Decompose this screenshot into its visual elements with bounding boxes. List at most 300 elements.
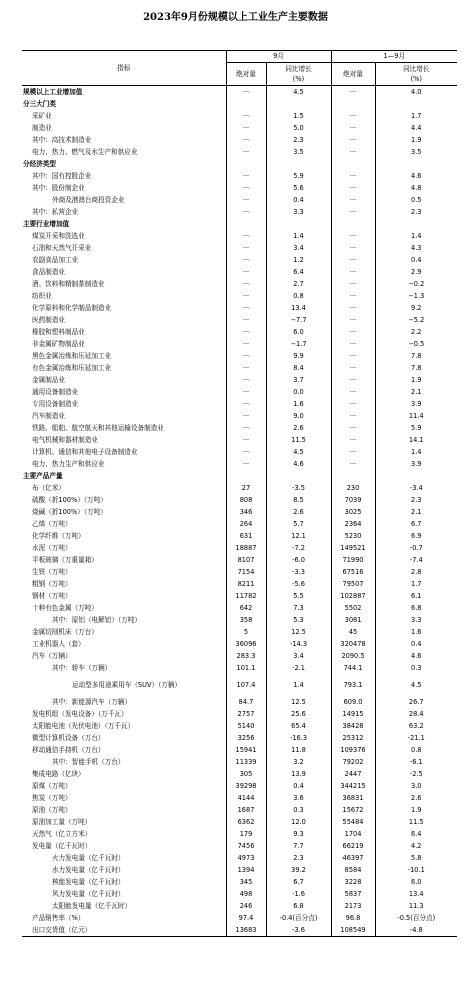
row-label: 火力发电量（亿千瓦时） (22, 852, 226, 864)
table-row (22, 146, 457, 158)
cell-sep-absolute: 1687 (226, 804, 266, 816)
cell-ytd-yoy: 0.4 (411, 639, 422, 648)
cell-ytd-yoy: −0.2 (408, 279, 425, 288)
table-row (22, 134, 457, 146)
cell-sep-absolute: 15941 (226, 744, 266, 756)
table-row (22, 708, 457, 720)
cell-ytd-absolute (331, 158, 375, 170)
cell-ytd-yoy: 2.3 (411, 495, 422, 504)
table-row (22, 506, 457, 518)
table-row (22, 674, 457, 696)
table-row (22, 888, 457, 900)
row-label: 电气机械和器材制造业 (22, 434, 226, 446)
cell-ytd-yoy: 0.5 (411, 195, 422, 204)
cell-ytd-yoy: -0.7 (409, 543, 423, 552)
row-label: 发电量（亿千瓦时） (22, 840, 226, 852)
table-row (22, 410, 457, 422)
cell-sep-absolute: ··· (226, 362, 266, 374)
cell-sep-yoy: 9.3 (266, 828, 331, 840)
cell-ytd-yoy: 3.3 (411, 615, 422, 624)
table-row (22, 122, 457, 134)
cell-sep-absolute: 4144 (226, 792, 266, 804)
row-label: 发电机组（发电设备）（万千瓦） (22, 708, 226, 720)
row-label: 出口交货值（亿元） (22, 924, 226, 936)
cell-sep-yoy: -16.3 (266, 732, 331, 744)
cell-sep-absolute: 8211 (226, 578, 266, 590)
cell-sep-yoy: 8.5 (266, 494, 331, 506)
cell-ytd-yoy: 4.4 (411, 123, 422, 132)
cell-sep-absolute: 642 (226, 602, 266, 614)
cell-ytd-absolute: ··· (331, 266, 375, 278)
table-bottom-rule (22, 936, 457, 937)
row-label: 金属切削机床（万台） (22, 626, 226, 638)
cell-sep-absolute: ··· (226, 122, 266, 134)
cell-sep-yoy: 4.5 (266, 86, 331, 99)
row-label: 其中：国有控股企业 (22, 170, 226, 182)
cell-ytd-yoy: 4.2 (411, 841, 422, 850)
cell-sep-yoy: 12.1 (266, 530, 331, 542)
cell-sep-yoy: 25.6 (266, 708, 331, 720)
cell-sep-absolute: ··· (226, 398, 266, 410)
table-row (22, 566, 457, 578)
table-row (22, 602, 457, 614)
row-label: 采矿业 (22, 110, 226, 122)
cell-sep-absolute: 246 (226, 900, 266, 912)
cell-sep-yoy: −7.7 (266, 314, 331, 326)
cell-sep-absolute: ··· (226, 110, 266, 122)
cell-sep-absolute: 1394 (226, 864, 266, 876)
table-row (22, 422, 457, 434)
cell-sep-yoy: 11.5 (266, 434, 331, 446)
cell-sep-absolute: 808 (226, 494, 266, 506)
cell-ytd-absolute: 793.1 (331, 674, 375, 696)
row-label: 原油加工量（万吨） (22, 816, 226, 828)
cell-ytd-yoy: 0.8 (411, 745, 422, 754)
cell-ytd-absolute: 102887 (331, 590, 375, 602)
table-row (22, 744, 457, 756)
cell-sep-absolute: 11339 (226, 756, 266, 768)
cell-sep-yoy: 0.4 (266, 780, 331, 792)
cell-sep-absolute (226, 218, 266, 230)
cell-ytd-absolute: ··· (331, 110, 375, 122)
cell-sep-yoy: -7.2 (266, 542, 331, 554)
row-label: 分三大门类 (22, 98, 226, 110)
row-label: 医药制造业 (22, 314, 226, 326)
row-label: 粗钢（万吨） (22, 578, 226, 590)
table-row (22, 290, 457, 302)
cell-ytd-yoy: 6.0 (411, 877, 422, 886)
cell-sep-absolute: 345 (226, 876, 266, 888)
cell-sep-absolute: ··· (226, 350, 266, 362)
cell-ytd-absolute: ··· (331, 206, 375, 218)
cell-ytd-yoy: -21.1 (407, 733, 425, 742)
cell-ytd-absolute: 108549 (331, 924, 375, 936)
row-label: 非金属矿物制品业 (22, 338, 226, 350)
cell-ytd-absolute: 2364 (331, 518, 375, 530)
cell-sep-absolute: ··· (226, 254, 266, 266)
cell-sep-yoy: 6.8 (266, 900, 331, 912)
cell-sep-yoy: -14.3 (266, 638, 331, 650)
row-label: 钢材（万吨） (22, 590, 226, 602)
table-row (22, 780, 457, 792)
cell-ytd-yoy: 4.8 (411, 183, 422, 192)
cell-sep-yoy: -3.6 (266, 924, 331, 936)
cell-sep-yoy: 13.4 (266, 302, 331, 314)
row-label: 太阳能发电量（亿千瓦时） (22, 900, 226, 912)
cell-ytd-absolute: 14915 (331, 708, 375, 720)
cell-ytd-absolute: ··· (331, 278, 375, 290)
cell-ytd-yoy: -7.4 (409, 555, 423, 564)
row-label: 集成电路（亿块） (22, 768, 226, 780)
row-label: 金属制品业 (22, 374, 226, 386)
cell-ytd-absolute: 7039 (331, 494, 375, 506)
cell-sep-yoy: 2.7 (266, 278, 331, 290)
row-label: 食品制造业 (22, 266, 226, 278)
cell-ytd-yoy: 3.5 (411, 147, 422, 156)
row-label: 十种有色金属（万吨） (22, 602, 226, 614)
cell-sep-absolute: ··· (226, 374, 266, 386)
header-september: 9月 (226, 51, 331, 63)
row-label: 农副食品加工业 (22, 254, 226, 266)
cell-sep-yoy: 6.7 (266, 876, 331, 888)
table-row (22, 254, 457, 266)
cell-ytd-absolute: 5837 (331, 888, 375, 900)
table-row (22, 458, 457, 470)
table-row (22, 614, 457, 626)
cell-sep-yoy: 3.3 (266, 206, 331, 218)
cell-ytd-yoy: -3.4 (409, 483, 423, 492)
cell-ytd-absolute: 2173 (331, 900, 375, 912)
cell-ytd-yoy: 63.2 (408, 721, 424, 730)
cell-ytd-yoy: 6.9 (411, 531, 422, 540)
cell-ytd-absolute: 109376 (331, 744, 375, 756)
cell-sep-yoy: -3.5 (266, 482, 331, 494)
cell-ytd-absolute: ··· (331, 374, 375, 386)
cell-ytd-absolute: ··· (331, 254, 375, 266)
cell-sep-yoy: 1.6 (266, 398, 331, 410)
cell-sep-yoy: 0.8 (266, 290, 331, 302)
cell-sep-absolute: 346 (226, 506, 266, 518)
cell-sep-yoy: -2.1 (266, 662, 331, 674)
cell-sep-absolute: ··· (226, 242, 266, 254)
cell-ytd-absolute: 2447 (331, 768, 375, 780)
cell-sep-absolute: 101.1 (226, 662, 266, 674)
row-label: 主要行业增加值 (22, 218, 226, 230)
row-label: 原煤（万吨） (22, 780, 226, 792)
cell-sep-absolute: 36096 (226, 638, 266, 650)
cell-ytd-yoy: 7.8 (411, 351, 422, 360)
cell-sep-absolute: ··· (226, 326, 266, 338)
cell-ytd-absolute: ··· (331, 290, 375, 302)
cell-ytd-absolute: ··· (331, 434, 375, 446)
row-label: 太阳能电池（光伏电池）（万千瓦） (22, 720, 226, 732)
cell-ytd-absolute: ··· (331, 122, 375, 134)
cell-sep-absolute: 6362 (226, 816, 266, 828)
cell-sep-absolute: 8107 (226, 554, 266, 566)
table-row (22, 482, 457, 494)
cell-sep-absolute: ··· (226, 290, 266, 302)
table-row (22, 828, 457, 840)
table-row (22, 170, 457, 182)
table-row (22, 530, 457, 542)
cell-sep-absolute (226, 158, 266, 170)
cell-ytd-yoy: 2.1 (411, 507, 422, 516)
cell-sep-yoy: 6.4 (266, 266, 331, 278)
table-row (22, 182, 457, 194)
table-row (22, 876, 457, 888)
cell-ytd-yoy: −5.2 (408, 315, 425, 324)
cell-sep-absolute: ··· (226, 338, 266, 350)
cell-ytd-yoy: 14.1 (408, 435, 424, 444)
table-row (22, 626, 457, 638)
cell-sep-absolute: ··· (226, 278, 266, 290)
row-label: 生铁（万吨） (22, 566, 226, 578)
cell-ytd-absolute: 5502 (331, 602, 375, 614)
row-label: 化学纤维（万吨） (22, 530, 226, 542)
cell-sep-absolute: ··· (226, 230, 266, 242)
cell-sep-absolute: 84.7 (226, 696, 266, 708)
cell-ytd-yoy (375, 98, 457, 110)
row-label: 风力发电量（亿千瓦时） (22, 888, 226, 900)
data-table (22, 51, 457, 936)
cell-sep-yoy: 11.8 (266, 744, 331, 756)
row-label: 化学原料和化学制品制造业 (22, 302, 226, 314)
cell-ytd-yoy: 9.2 (411, 303, 422, 312)
cell-ytd-yoy (375, 218, 457, 230)
cell-sep-absolute: 107.4 (226, 674, 266, 696)
cell-sep-absolute: ··· (226, 266, 266, 278)
table-row (22, 816, 457, 828)
cell-ytd-absolute: 15672 (331, 804, 375, 816)
table-row (22, 86, 457, 99)
cell-ytd-yoy: 6.8 (411, 603, 422, 612)
table-row (22, 662, 457, 674)
cell-ytd-absolute: 66219 (331, 840, 375, 852)
cell-ytd-yoy: 4.6 (411, 651, 422, 660)
row-label: 电力、热力、燃气及水生产和供应业 (22, 146, 226, 158)
cell-ytd-absolute: 3228 (331, 876, 375, 888)
cell-ytd-yoy: 26.7 (408, 697, 424, 706)
row-label: 通用设备制造业 (22, 386, 226, 398)
cell-ytd-yoy: −0.5 (408, 339, 425, 348)
table-row (22, 98, 457, 110)
row-label: 分经济类型 (22, 158, 226, 170)
table-row (22, 242, 457, 254)
row-label: 规模以上工业增加值 (22, 86, 226, 99)
cell-sep-absolute: ··· (226, 146, 266, 158)
cell-sep-yoy: 3.6 (266, 792, 331, 804)
cell-sep-yoy: 1.4 (266, 674, 331, 696)
table-row (22, 756, 457, 768)
cell-ytd-absolute: ··· (331, 422, 375, 434)
row-label: 运动型多用途乘用车（SUV）（万辆） (22, 674, 226, 696)
table-row (22, 852, 457, 864)
row-label: 布（亿米） (22, 482, 226, 494)
cell-sep-yoy: 0.4 (266, 194, 331, 206)
cell-ytd-absolute: ··· (331, 182, 375, 194)
cell-ytd-absolute: ··· (331, 458, 375, 470)
table-row (22, 518, 457, 530)
table-body (22, 86, 457, 937)
table-row (22, 864, 457, 876)
cell-ytd-yoy: 3.0 (411, 781, 422, 790)
cell-ytd-yoy: 11.5 (408, 817, 424, 826)
row-label: 水泥（万吨） (22, 542, 226, 554)
cell-sep-yoy: -0.4(百分点) (266, 912, 331, 924)
cell-ytd-yoy: 11.3 (408, 901, 424, 910)
table-row (22, 494, 457, 506)
cell-ytd-yoy: 0.3 (411, 663, 422, 672)
cell-ytd-absolute: ··· (331, 338, 375, 350)
cell-sep-absolute: 18887 (226, 542, 266, 554)
cell-ytd-absolute: 67516 (331, 566, 375, 578)
cell-sep-yoy: 4.6 (266, 458, 331, 470)
row-label: 计算机、通信和其他电子设备制造业 (22, 446, 226, 458)
table-row (22, 386, 457, 398)
table-row (22, 650, 457, 662)
cell-sep-absolute: 305 (226, 768, 266, 780)
cell-sep-absolute: 97.4 (226, 912, 266, 924)
cell-sep-absolute: 7456 (226, 840, 266, 852)
row-label: 工业机器人（套） (22, 638, 226, 650)
cell-sep-absolute: ··· (226, 458, 266, 470)
cell-sep-yoy: 65.4 (266, 720, 331, 732)
cell-sep-yoy: 9.0 (266, 410, 331, 422)
cell-ytd-absolute: 79507 (331, 578, 375, 590)
row-label: 其中：新能源汽车（万辆） (22, 696, 226, 708)
cell-sep-yoy: 6.0 (266, 326, 331, 338)
table-row (22, 230, 457, 242)
cell-sep-yoy: 2.6 (266, 422, 331, 434)
cell-sep-absolute: 179 (226, 828, 266, 840)
cell-sep-yoy: 1.4 (266, 230, 331, 242)
table-row (22, 326, 457, 338)
cell-ytd-yoy: 4.5 (411, 680, 422, 689)
table-row (22, 110, 457, 122)
row-label: 制造业 (22, 122, 226, 134)
cell-sep-yoy: 2.3 (266, 134, 331, 146)
cell-ytd-absolute (331, 98, 375, 110)
cell-sep-yoy: 5.9 (266, 170, 331, 182)
cell-ytd-absolute: 71990 (331, 554, 375, 566)
cell-ytd-absolute: ··· (331, 194, 375, 206)
cell-ytd-yoy: 6.7 (411, 519, 422, 528)
table-row (22, 446, 457, 458)
cell-sep-absolute: 358 (226, 614, 266, 626)
cell-ytd-absolute: ··· (331, 314, 375, 326)
cell-sep-absolute: 27 (226, 482, 266, 494)
cell-sep-yoy: -3.3 (266, 566, 331, 578)
cell-ytd-yoy: 4.3 (411, 243, 422, 252)
cell-ytd-yoy: 2.6 (411, 793, 422, 802)
cell-ytd-absolute: ··· (331, 170, 375, 182)
cell-sep-absolute: ··· (226, 446, 266, 458)
cell-sep-absolute: ··· (226, 410, 266, 422)
table-row (22, 218, 457, 230)
cell-ytd-absolute: ··· (331, 302, 375, 314)
cell-sep-yoy: 2.3 (266, 852, 331, 864)
header-jan-sep: 1—9月 (331, 51, 457, 63)
cell-sep-yoy: 9.9 (266, 350, 331, 362)
row-label: 烧碱（折100%）（万吨） (22, 506, 226, 518)
table-row (22, 278, 457, 290)
table-row (22, 350, 457, 362)
cell-sep-yoy: 5.0 (266, 122, 331, 134)
cell-sep-absolute: ··· (226, 182, 266, 194)
table-row (22, 302, 457, 314)
cell-sep-yoy: 3.4 (266, 650, 331, 662)
cell-ytd-yoy: 1.7 (411, 579, 422, 588)
row-label: 产品销售率（%） (22, 912, 226, 924)
cell-sep-absolute: ··· (226, 422, 266, 434)
cell-ytd-absolute: 79202 (331, 756, 375, 768)
cell-ytd-absolute: ··· (331, 230, 375, 242)
row-label: 其中：原铝（电解铝）（万吨） (22, 614, 226, 626)
cell-sep-yoy: 39.2 (266, 864, 331, 876)
cell-ytd-absolute: 1704 (331, 828, 375, 840)
header-indicator: 指标 (22, 51, 226, 86)
cell-ytd-absolute: ··· (331, 362, 375, 374)
cell-ytd-absolute: ··· (331, 410, 375, 422)
cell-ytd-yoy: 6.4 (411, 829, 422, 838)
cell-ytd-absolute: 609.0 (331, 696, 375, 708)
table-row (22, 578, 457, 590)
cell-ytd-yoy: 7.8 (411, 363, 422, 372)
row-label: 原油（万吨） (22, 804, 226, 816)
cell-ytd-absolute: 96.8 (331, 912, 375, 924)
cell-ytd-yoy: 2.8 (411, 567, 422, 576)
cell-sep-yoy: 0.3 (266, 804, 331, 816)
cell-ytd-yoy: 1.9 (411, 805, 422, 814)
cell-ytd-absolute: 149521 (331, 542, 375, 554)
row-label: 纺织业 (22, 290, 226, 302)
cell-ytd-yoy: -6.1 (409, 757, 423, 766)
cell-ytd-absolute: ··· (331, 386, 375, 398)
cell-ytd-yoy: 5.9 (411, 423, 422, 432)
table-row (22, 542, 457, 554)
header-yoy-ytd: 同比增长 (%) (375, 63, 457, 86)
header-absolute-ytd: 绝对量 (331, 63, 375, 86)
cell-ytd-yoy: 2.3 (411, 207, 422, 216)
row-label: 焦炭（万吨） (22, 792, 226, 804)
cell-ytd-absolute: 8584 (331, 864, 375, 876)
cell-ytd-yoy: 28.4 (408, 709, 424, 718)
table-row (22, 362, 457, 374)
cell-sep-yoy (266, 218, 331, 230)
table-row (22, 206, 457, 218)
cell-ytd-absolute: 36831 (331, 792, 375, 804)
row-label: 电力、热力生产和供应业 (22, 458, 226, 470)
cell-sep-yoy: 0.0 (266, 386, 331, 398)
cell-sep-absolute: 283.3 (226, 650, 266, 662)
cell-ytd-absolute: 2090.5 (331, 650, 375, 662)
table-row (22, 158, 457, 170)
cell-sep-absolute: ··· (226, 434, 266, 446)
cell-sep-yoy: 13.9 (266, 768, 331, 780)
cell-ytd-absolute: 320478 (331, 638, 375, 650)
cell-ytd-yoy: 4.0 (411, 87, 422, 96)
cell-sep-absolute: ··· (226, 194, 266, 206)
row-label: 石油和天然气开采业 (22, 242, 226, 254)
cell-sep-yoy (266, 470, 331, 482)
cell-ytd-yoy: 6.1 (411, 591, 422, 600)
row-label: 酒、饮料和精制茶制造业 (22, 278, 226, 290)
table-row (22, 840, 457, 852)
cell-ytd-absolute: 3025 (331, 506, 375, 518)
cell-sep-absolute: 4973 (226, 852, 266, 864)
row-label: 水力发电量（亿千瓦时） (22, 864, 226, 876)
cell-ytd-absolute: ··· (331, 446, 375, 458)
